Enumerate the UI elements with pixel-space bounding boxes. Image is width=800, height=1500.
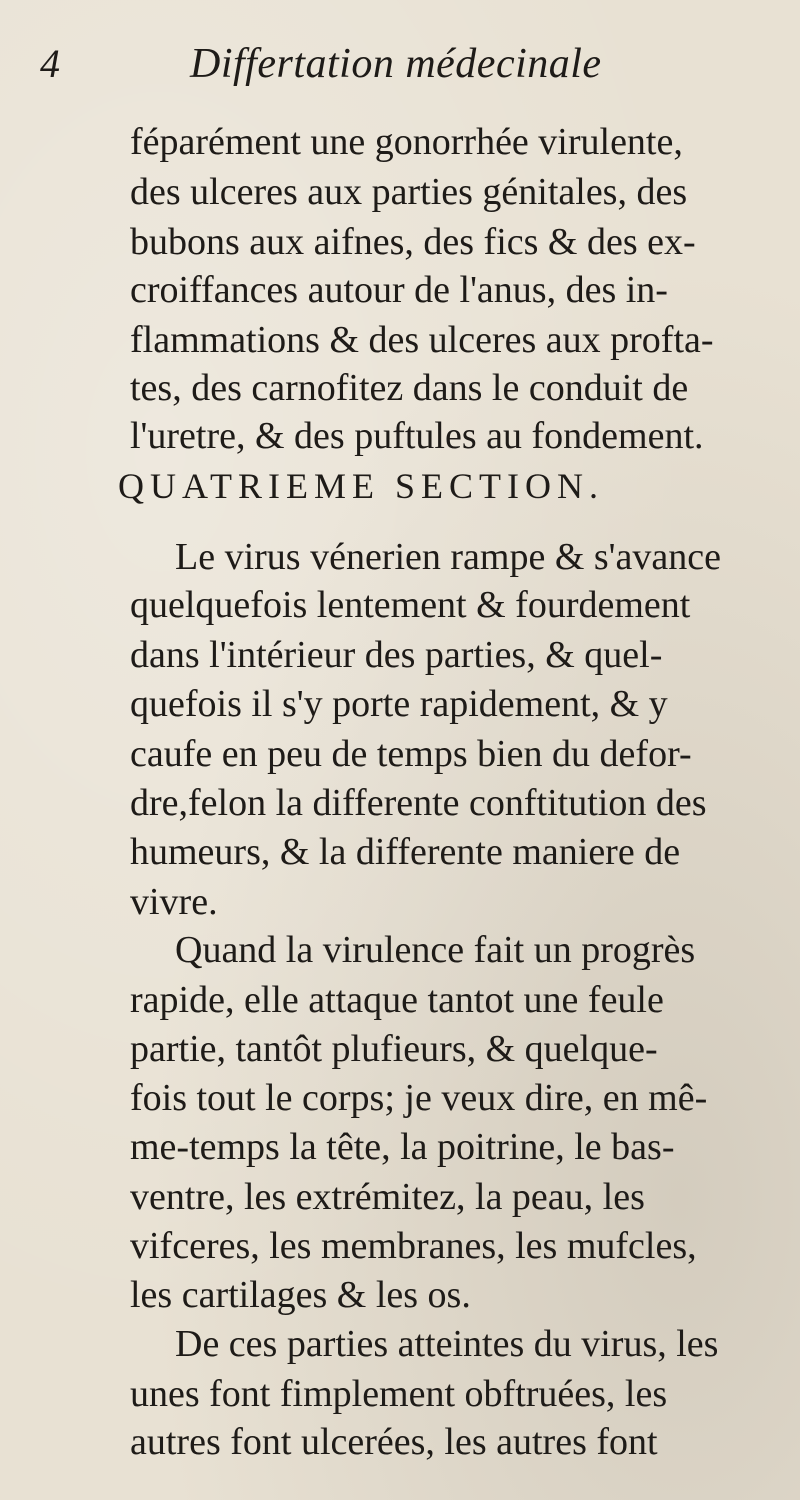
text-line: croiffances autour de l'anus, des in- bbox=[130, 269, 668, 311]
text-line: caufe en peu de temps bien du defor- bbox=[130, 733, 692, 775]
text-line: me-temps la tête, la poitrine, le bas- bbox=[130, 1126, 675, 1168]
text-line: dre,felon la differente conftitution des bbox=[130, 782, 707, 824]
section-title: QUATRIEME SECTION. bbox=[118, 466, 604, 506]
text-line: quefois il s'y porte rapidement, & y bbox=[130, 683, 668, 725]
text-line: rapide, elle attaque tantot une feule bbox=[130, 979, 664, 1021]
text-line: dans l'intérieur des parties, & quel- bbox=[130, 634, 663, 676]
text-line: autres font ulcerées, les autres font bbox=[130, 1421, 658, 1463]
text-line: partie, tantôt plufieurs, & quelque- bbox=[130, 1028, 658, 1070]
text-line: Le virus vénerien rampe & s'avance bbox=[175, 536, 721, 578]
text-line: féparément une gonorrhée virulente, bbox=[130, 121, 683, 163]
text-line: flammations & des ulceres aux profta- bbox=[130, 319, 714, 361]
text-line: fois tout le corps; je veux dire, en mê- bbox=[130, 1077, 708, 1119]
text-line: De ces parties atteintes du virus, les bbox=[175, 1323, 719, 1365]
text-line: humeurs, & la differente maniere de bbox=[130, 831, 681, 873]
text-line: quelquefois lentement & fourdement bbox=[130, 584, 691, 626]
page-number: 4 bbox=[40, 41, 60, 86]
text-line: tes, des carnofitez dans le conduit de bbox=[130, 367, 689, 409]
text-line: vifceres, les membranes, les mufcles, bbox=[130, 1225, 697, 1267]
text-line: vivre. bbox=[130, 881, 218, 923]
text-line: les cartilages & les os. bbox=[130, 1274, 471, 1316]
running-title: Differtation médecinale bbox=[190, 41, 602, 87]
text-line: unes font fimplement obftruées, les bbox=[130, 1373, 668, 1415]
text-line: bubons aux aifnes, des fics & des ex- bbox=[130, 221, 696, 263]
page-header bbox=[40, 40, 760, 100]
text-line: Quand la virulence fait un progrès bbox=[175, 929, 696, 971]
text-line: l'uretre, & des puftules au fondement. bbox=[130, 415, 704, 457]
text-line: des ulceres aux parties génitales, des bbox=[130, 171, 688, 213]
text-line: ventre, les extrémitez, la peau, les bbox=[130, 1176, 645, 1218]
